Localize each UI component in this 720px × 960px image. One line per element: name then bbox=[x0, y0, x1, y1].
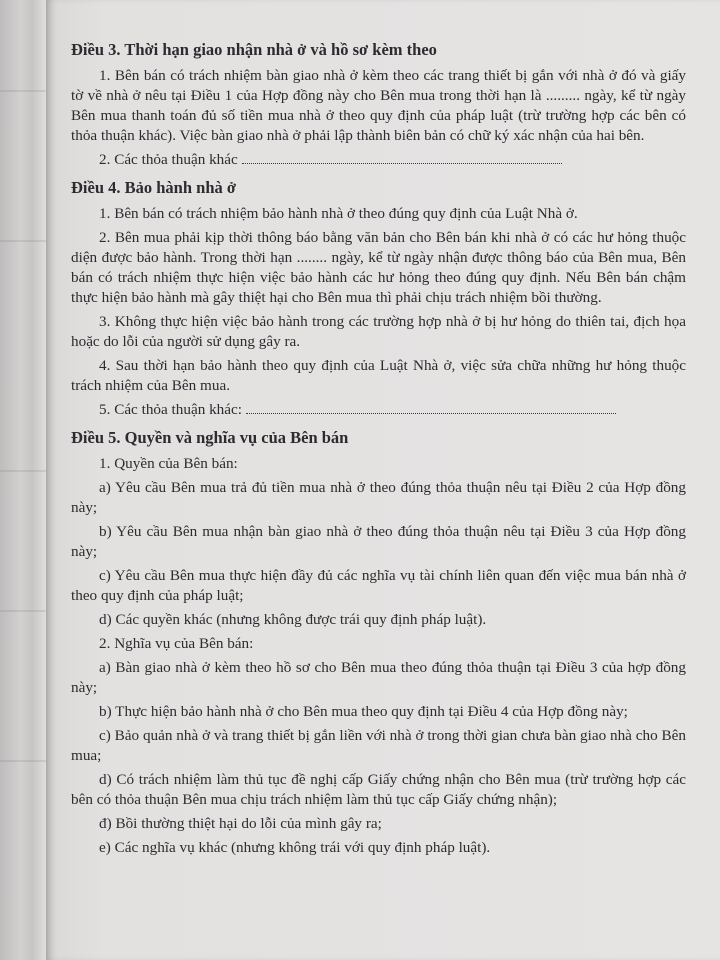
seller-duty-a: a) Bàn giao nhà ở kèm theo hồ sơ cho Bên mua theo đúng thỏa thuận tại Điều 3 của hợp đồng này; bbox=[71, 659, 686, 696]
seller-rights-title: 1. Quyền của Bên bán: bbox=[99, 455, 238, 472]
seller-duty-c: c) Bảo quản nhà ở và trang thiết bị gắn liền với nhà ở trong thời gian chưa bàn giao nhà cho Bên mua; bbox=[71, 727, 686, 764]
article-3-clause-1: 1. Bên bán có trách nhiệm bàn giao nhà ở kèm theo các trang thiết bị gắn với nhà ở đó và giấy tờ về nhà ở nêu tại Điều 1 của Hợp đồng này cho Bên mua trong thời hạn là ......... ngày, kể từ ngày Bên mua thanh toán đủ số tiền mua nhà ở theo quy định của pháp luật (trừ trường hợp các bên có thỏa thuận khác). Việc bàn giao nhà ở phải lập thành biên bản có chữ ký xác nhận của hai bên. bbox=[71, 67, 686, 144]
article-4-clause-4: 4. Sau thời hạn bảo hành theo quy định của Luật Nhà ở, việc sửa chữa những hư hỏng thuộc trách nhiệm của Bên mua. bbox=[71, 357, 686, 394]
document-page bbox=[46, 0, 720, 960]
fill-in-line bbox=[242, 153, 562, 164]
seller-duty-b: b) Thực hiện bảo hành nhà ở cho Bên mua theo quy định tại Điều 4 của Hợp đồng này; bbox=[99, 703, 628, 720]
seller-duties-title: 2. Nghĩa vụ của Bên bán: bbox=[99, 635, 254, 652]
article-4-clause-5: 5. Các thỏa thuận khác: bbox=[71, 400, 686, 420]
seller-duty-d: d) Có trách nhiệm làm thủ tục đề nghị cấp Giấy chứng nhận cho Bên mua (trừ trường hợp các bên có thỏa thuận Bên mua chịu trách nhiệm làm thủ tục cấp Giấy chứng nhận); bbox=[71, 771, 686, 808]
seller-right-c: c) Yêu cầu Bên mua thực hiện đầy đủ các nghĩa vụ tài chính liên quan đến việc mua bán nhà ở theo quy định của pháp luật; bbox=[71, 567, 686, 604]
document-body bbox=[71, 38, 686, 858]
underlying-pages bbox=[0, 0, 46, 960]
seller-duty-e: e) Các nghĩa vụ khác (nhưng không trái với quy định pháp luật). bbox=[99, 839, 491, 856]
article-3-heading: Điều 3. Thời hạn giao nhận nhà ở và hồ sơ kèm theo bbox=[71, 40, 437, 59]
seller-duty-dd: đ) Bồi thường thiệt hại do lỗi của mình gây ra; bbox=[99, 815, 382, 832]
fill-in-line bbox=[246, 403, 616, 414]
seller-right-d: d) Các quyền khác (nhưng không được trái quy định pháp luật). bbox=[99, 611, 487, 628]
article-4-clause-2: 2. Bên mua phải kịp thời thông báo bằng văn bản cho Bên bán khi nhà ở có các hư hỏng thuộc diện được bảo hành. Trong thời hạn ........ ngày, kể từ ngày nhận được thông báo của Bên mua, Bên bán có trách nhiệm thực hiện việc bảo hành các hư hỏng theo đúng quy định. Nếu Bên bán chậm thực hiện bảo hành mà gây thiệt hại cho Bên mua thì phải chịu trách nhiệm bồi thường. bbox=[71, 229, 686, 306]
article-3-clause-2: 2. Các thỏa thuận khác bbox=[71, 150, 686, 170]
seller-right-b: b) Yêu cầu Bên mua nhận bàn giao nhà ở theo đúng thỏa thuận nêu tại Điều 3 của Hợp đồng này; bbox=[71, 523, 686, 560]
article-4-clause-1: 1. Bên bán có trách nhiệm bảo hành nhà ở theo đúng quy định của Luật Nhà ở. bbox=[99, 205, 578, 222]
seller-right-a: a) Yêu cầu Bên mua trả đủ tiền mua nhà ở theo đúng thỏa thuận nêu tại Điều 2 của Hợp đồng này; bbox=[71, 479, 686, 516]
article-4-heading: Điều 4. Bảo hành nhà ở bbox=[71, 178, 237, 197]
article-5-heading: Điều 5. Quyền và nghĩa vụ của Bên bán bbox=[71, 428, 349, 447]
article-4-clause-3: 3. Không thực hiện việc bảo hành trong các trường hợp nhà ở bị hư hỏng do thiên tai, địch họa hoặc do lỗi của người sử dụng gây ra. bbox=[71, 313, 686, 350]
